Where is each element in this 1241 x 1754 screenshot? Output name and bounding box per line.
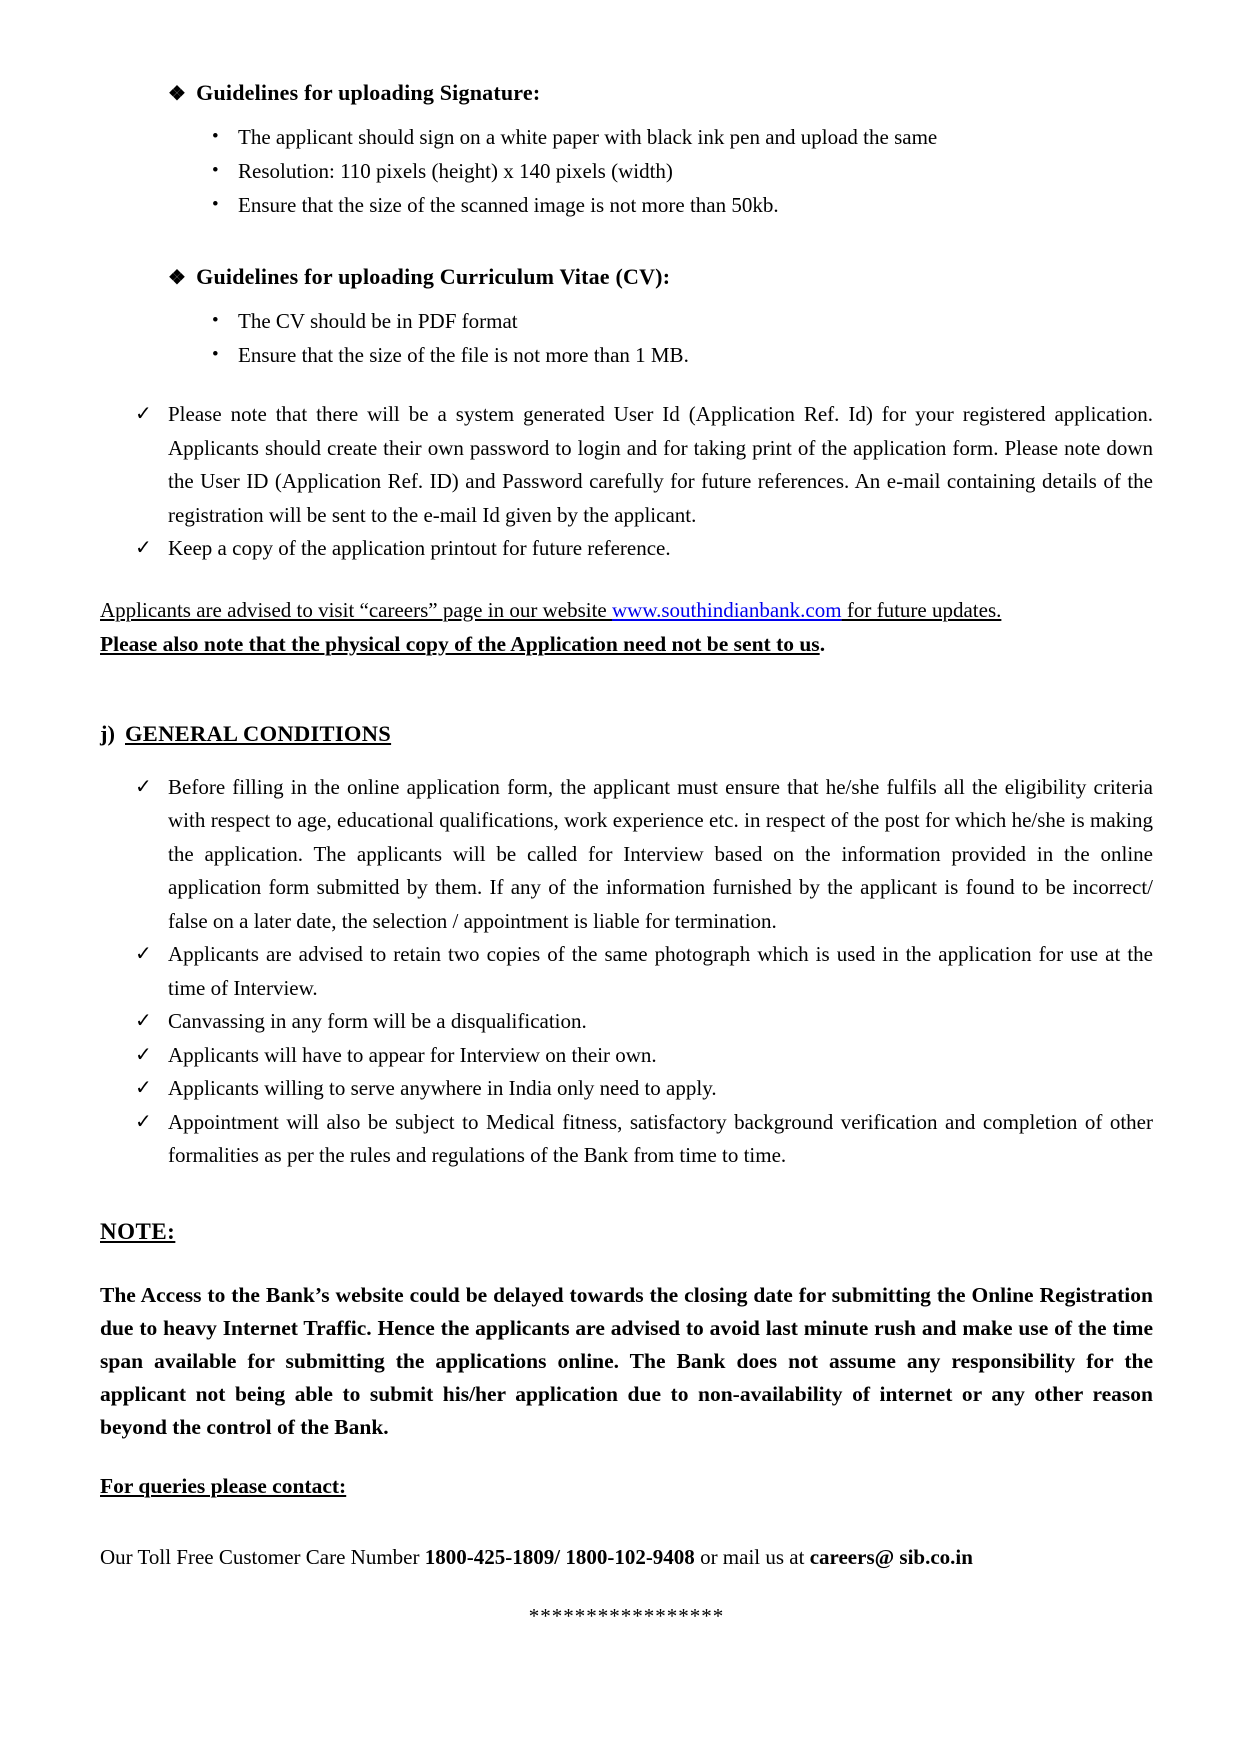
physical-copy-note: Please also note that the physical copy of the Application need not be sent to us [100, 631, 820, 656]
note-heading: NOTE: [100, 1218, 176, 1244]
check-icon: ✓ [135, 1077, 152, 1099]
footer-stars: ***************** [528, 1603, 725, 1628]
careers-note-line1 [100, 593, 1153, 627]
general-condition-item [135, 1106, 1153, 1173]
check-note-text: Keep a copy of the application printout for future reference. [168, 536, 671, 560]
general-conditions-title: GENERAL CONDITIONS [125, 720, 392, 746]
cv-guidelines-title: Guidelines for uploading Curriculum Vitae (CV): [196, 264, 671, 289]
queries-heading: For queries please contact: [100, 1473, 347, 1498]
check-icon: ✓ [135, 943, 152, 965]
general-conditions-heading [100, 721, 1153, 747]
signature-guidelines-heading [168, 80, 1153, 106]
list-item [212, 154, 1153, 188]
general-condition-item [135, 938, 1153, 1005]
general-condition-text: Canvassing in any form will be a disqualification. [168, 1009, 587, 1033]
check-icon: ✓ [135, 403, 152, 425]
diamond-bullet-icon: ❖ [168, 83, 187, 105]
diamond-bullet-icon: ❖ [168, 267, 187, 289]
signature-bullet-text: The applicant should sign on a white paper with black ink pen and upload the same [238, 125, 938, 149]
general-condition-item [135, 1005, 1153, 1039]
general-condition-text: Applicants will have to appear for Interview on their own. [168, 1042, 657, 1067]
check-icon: ✓ [135, 1043, 152, 1066]
careers-note-prefix: Applicants are advised to visit “careers” page in our website [100, 597, 612, 622]
cv-bullet-text: The CV should be in PDF format [238, 309, 518, 333]
general-condition-item [135, 1072, 1153, 1106]
careers-note-line2 [100, 627, 1153, 661]
check-icon: ✓ [135, 1010, 152, 1032]
check-icon: ✓ [135, 775, 152, 798]
bullet-icon: • [212, 160, 219, 181]
bullet-icon: • [212, 344, 219, 365]
general-condition-text: Appointment will also be subject to Medical fitness, satisfactory background verification and completion of other formalities as per the rules and regulations of the Bank from time to time. [168, 1109, 1153, 1167]
check-note-item [135, 532, 1153, 566]
list-item [212, 188, 1153, 222]
general-condition-item [135, 1039, 1153, 1073]
check-note-text: Please note that there will be a system generated User Id (Application Ref. Id) for your registered application. Applicants should create their own password to login and for taking print of the application form. Please note down the User ID (Application Ref. ID) and Password carefully for future references. An e-mail containing details of the registration will be sent to the e-mail Id given by the applicant. [168, 402, 1153, 527]
cv-bullet-text: Ensure that the size of the file is not more than 1 MB. [238, 343, 689, 367]
general-condition-text: Applicants willing to serve anywhere in India only need to apply. [168, 1076, 717, 1100]
list-item [212, 120, 1153, 154]
southindianbank-link[interactable]: www.southindianbank.com [611, 597, 842, 622]
check-note-item [135, 398, 1153, 532]
queries-line-prefix: Our Toll Free Customer Care Number [100, 1544, 425, 1569]
careers-email: careers@ sib.co.in [809, 1544, 973, 1569]
check-icon: ✓ [135, 537, 152, 559]
toll-free-numbers: 1800-425-1809/ 1800-102-9408 [424, 1544, 695, 1569]
careers-note-suffix: for future updates. [841, 597, 1002, 622]
cv-bullet-list [212, 304, 1153, 372]
note-body: The Access to the Bank’s website could be delayed towards the closing date for submitting the Online Registration due to heavy Internet Traffic. Hence the applicants are advised to avoid last minute rush and make use of the time span available for submitting the applications online. The Bank does not assume any responsibility for the applicant not being able to submit his/her application due to non-availability of internet or any other reason beyond the control of the Bank. [100, 1282, 1153, 1439]
list-item [212, 304, 1153, 338]
physical-copy-note-period: . [819, 631, 826, 656]
bullet-icon: • [212, 194, 219, 215]
list-item [212, 338, 1153, 372]
general-condition-item [135, 771, 1153, 939]
signature-bullet-list [212, 120, 1153, 222]
signature-bullet-text: Ensure that the size of the scanned image is not more than 50kb. [238, 193, 779, 217]
signature-guidelines-title: Guidelines for uploading Signature: [196, 80, 541, 105]
general-conditions-label: j) [100, 720, 115, 746]
general-condition-text: Before filling in the online application form, the applicant must ensure that he/she fulfils all the eligibility criteria with respect to age, educational qualifications, work experience etc. in respect of the post for which he/she is making the application. The applicants will be called for Interview based on the information provided in the online application form submitted by them. If any of the information furnished by the applicant is found to be incorrect/ false on a later date, the selection / appointment is liable for termination. [168, 774, 1153, 933]
queries-line [100, 1541, 1153, 1574]
signature-bullet-text: Resolution: 110 pixels (height) x 140 pixels (width) [238, 159, 673, 183]
queries-line-mid: or mail us at [694, 1544, 810, 1569]
check-icon: ✓ [135, 1110, 152, 1133]
bullet-icon: • [212, 310, 219, 331]
general-condition-text: Applicants are advised to retain two copies of the same photograph which is used in the application for use at the time of Interview. [168, 942, 1153, 1000]
bullet-icon: • [212, 126, 219, 147]
careers-note [100, 593, 1153, 661]
cv-guidelines-heading [168, 264, 1153, 290]
